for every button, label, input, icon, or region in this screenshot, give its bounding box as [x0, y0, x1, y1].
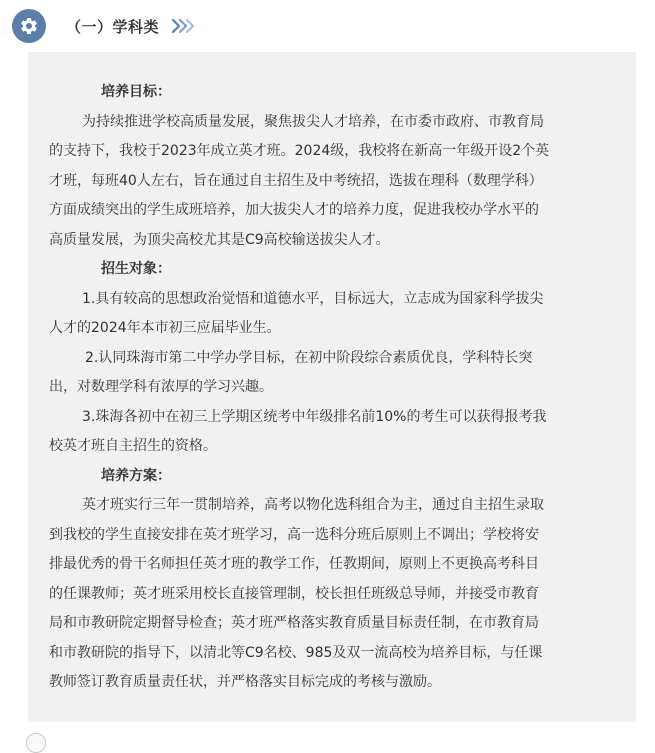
targets-line: 2.认同珠海市第二中学办学目标，在初中阶段综合素质优良，学科特长突 [85, 349, 533, 366]
plan-line: 英才班实行三年一贯制培养，高考以物化选科组合为主，通过自主招生录取 [82, 497, 544, 513]
plan-heading: 培养方案： [101, 467, 171, 484]
targets-line: 校英才班自主招生的资格。 [49, 438, 217, 454]
section-header [12, 8, 195, 44]
plan-line: 局和市教研院定期督导检查；英才班严格落实教育质量目标责任制，在市教育局 [49, 615, 539, 631]
gear-icon [19, 16, 39, 36]
plan-line: 到我校的学生直接安排在英才班学习，高一选科分班后原则上不调出；学校将安 [49, 526, 539, 543]
section-title: （一）学科类 [66, 17, 160, 36]
targets-line: 3.珠海各初中在初三上学期区统考中年级排名前10%的考生可以获得报考我 [82, 408, 547, 425]
plan-line: 和市教研院的指导下，以清北等C9名校、985及双一流高校为培养目标，与任课 [49, 644, 543, 661]
plan-line: 教师签订教育质量责任状，并严格落实目标完成的考核与激励。 [49, 674, 441, 690]
targets-line: 1.具有较高的思想政治觉悟和道德水平，目标远大，立志成为国家科学拔尖 [82, 290, 544, 307]
goal-line: 才班，每班40人左右，旨在通过自主招生及中考统招，选拔在理科（数理学科） [49, 172, 543, 189]
goal-line: 为持续推进学校高质量发展，聚焦拔尖人才培养，在市委市政府、市教育局 [82, 113, 544, 130]
goal-line: 的支持下，我校于2023年成立英才班。2024级，我校将在新高一年级开设2个英 [49, 143, 550, 159]
plan-line: 的任课教师；英才班采用校长直接管理制，校长担任班级总导师，并接受市教育 [49, 585, 539, 602]
goal-line: 高质量发展，为顶尖高校尤其是C9高校输送拔尖人才。 [49, 231, 390, 248]
goal-heading: 培养目标： [101, 84, 171, 100]
gear-badge [12, 9, 46, 43]
targets-line: 出，对数理学科有浓厚的学习兴趣。 [49, 379, 273, 395]
plan-line: 排最优秀的骨干名师担任英才班的教学工作，任教期间，原则上不更换高考科目 [49, 556, 539, 572]
next-section-badge [26, 733, 46, 753]
content-box [28, 52, 636, 722]
targets-heading: 招生对象： [101, 261, 171, 277]
goal-line: 方面成绩突出的学生成班培养，加大拔尖人才的培养力度，促进我校办学水平的 [49, 202, 539, 218]
targets-line: 人才的2024年本市初三应届毕业生。 [49, 320, 281, 336]
double-chevron-right-icon [171, 18, 195, 34]
